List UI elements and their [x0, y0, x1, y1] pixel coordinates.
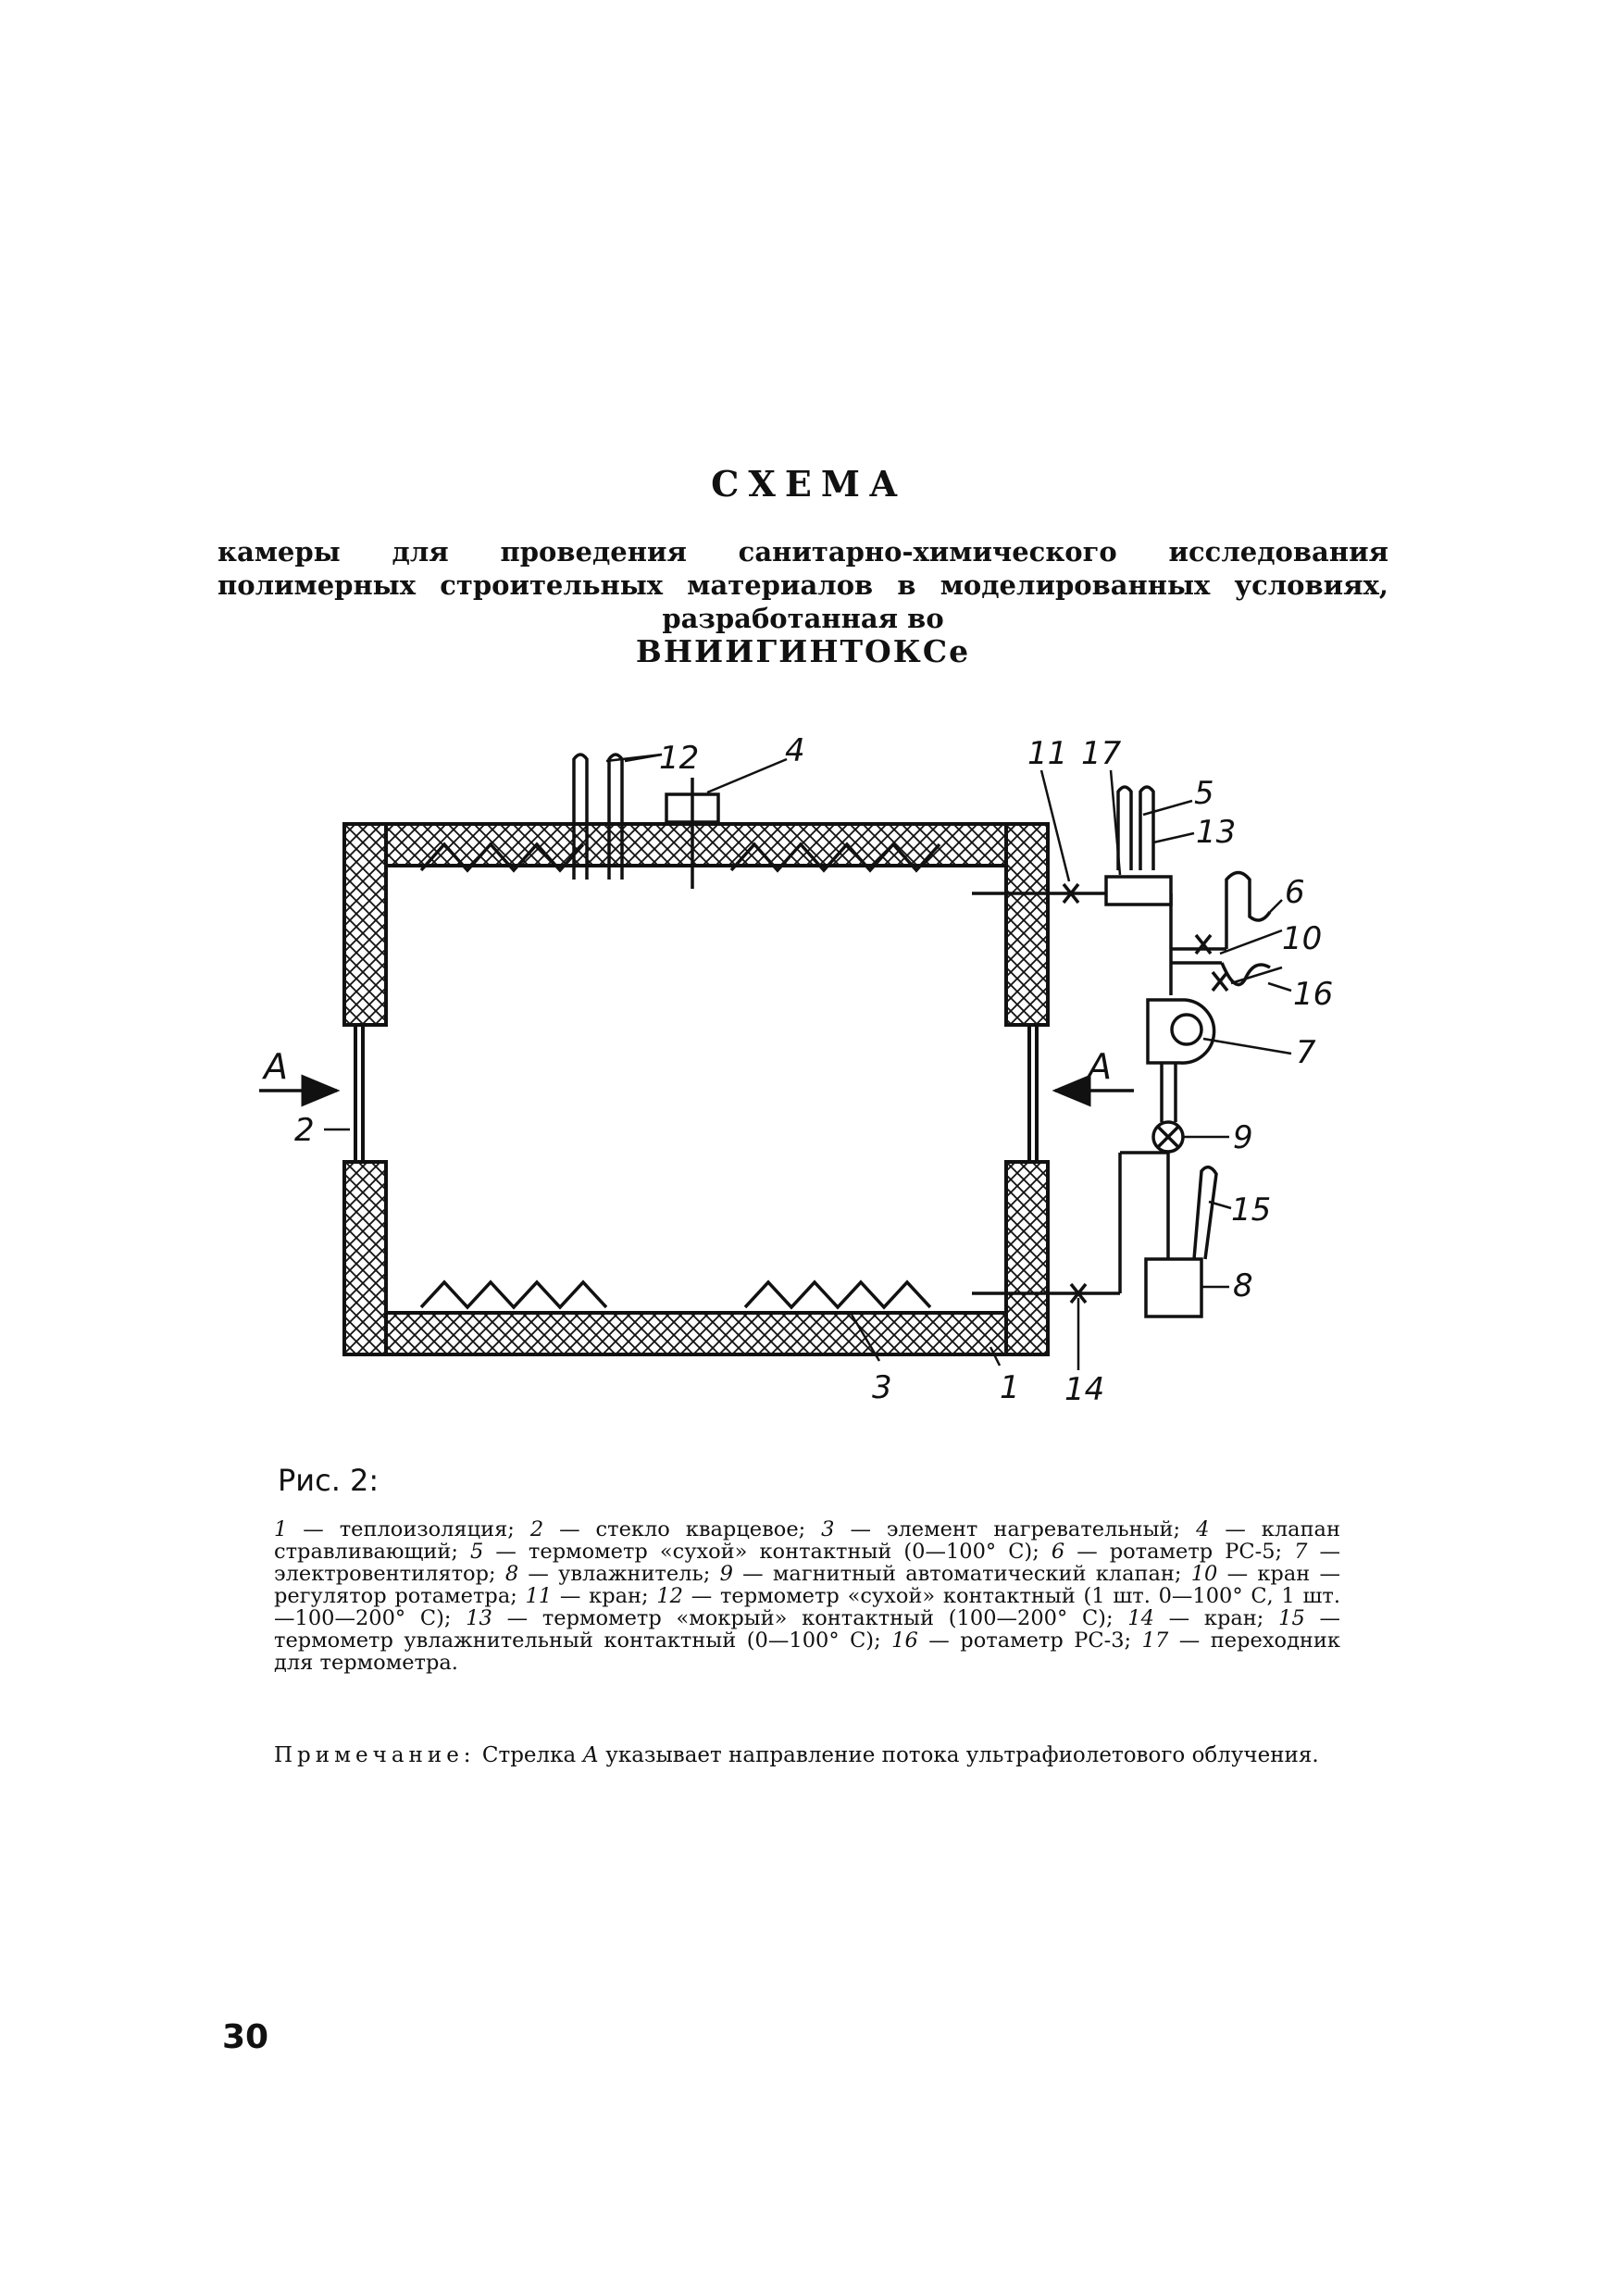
legend-number: 16: [891, 1628, 918, 1653]
insulation-walls: [344, 824, 1048, 1354]
legend-description: — ротаметр РС-5;: [1064, 1540, 1295, 1564]
legend-description: — термометр «сухой» контактный (1 шт. 0—100° С, 1 шт. —100—200° С);: [274, 1584, 1340, 1630]
legend-number: 13: [466, 1606, 492, 1630]
subtitle-organization: ВНИИГИНТОКСе: [635, 633, 971, 669]
adapter-17: [1106, 787, 1171, 905]
note-text-before: Стрелка: [475, 1743, 583, 1767]
schema-title: СХЕМА: [711, 463, 907, 505]
chamber-schematic: [0, 704, 1618, 1444]
callout-7: 7: [1296, 1034, 1316, 1071]
arrow-label-left: А: [264, 1046, 288, 1087]
legend-number: 11: [525, 1584, 553, 1608]
legend-description: — термометр увлажнительный контактный (0—100° С);: [274, 1606, 1341, 1653]
magnetic-valve-9: [1153, 1122, 1183, 1152]
legend-description: — термометр «мокрый» контактный (100—200° С);: [492, 1606, 1128, 1630]
legend-number: 14: [1127, 1606, 1154, 1630]
callout-16: 16: [1293, 976, 1334, 1013]
legend-description: — кран;: [1153, 1606, 1279, 1630]
callout-13: 13: [1196, 814, 1237, 851]
callout-4: 4: [785, 732, 805, 769]
humidifier-8: [1146, 1167, 1216, 1316]
legend-number: 10: [1190, 1562, 1218, 1586]
legend-description: — увлажнитель;: [518, 1562, 720, 1586]
subtitle-text: камеры для проведения санитарно-химического исследования полимерных строительных материалов в моделированных условиях, разработанная во: [218, 536, 1388, 634]
legend-number: 6: [1051, 1540, 1065, 1564]
callout-3: 3: [872, 1369, 892, 1406]
callout-1: 1: [1000, 1369, 1020, 1406]
callout-2: 2: [294, 1112, 315, 1149]
callout-5: 5: [1194, 775, 1214, 812]
legend-description: — термометр «сухой» контактный (0—100° С);: [483, 1540, 1052, 1564]
callout-14: 14: [1064, 1371, 1105, 1408]
page-number: 30: [222, 2018, 269, 2056]
quartz-glass: [355, 1025, 1037, 1162]
legend-description: — кран;: [552, 1584, 657, 1608]
callout-12: 12: [659, 740, 700, 777]
callout-8: 8: [1233, 1267, 1253, 1304]
legend-number: 15: [1278, 1606, 1305, 1630]
fan-7: [1148, 1000, 1214, 1063]
callout-17: 17: [1081, 735, 1122, 772]
callout-6: 6: [1285, 874, 1305, 911]
heating-elements: [421, 844, 940, 1307]
legend-number: 9: [719, 1562, 733, 1586]
legend-description: — переходник для термометра.: [274, 1628, 1340, 1675]
legend-number: 8: [504, 1562, 519, 1586]
crane-marks: [1064, 884, 1227, 1303]
arrow-label-right: А: [1088, 1046, 1112, 1087]
schema-subtitle: [218, 535, 1388, 668]
legend-number: 12: [656, 1584, 683, 1608]
legend-description: — элемент нагревательный;: [834, 1517, 1197, 1541]
legend-description: — ротаметр РС-3;: [917, 1628, 1142, 1653]
legend-description: — стекло кварцевое;: [543, 1517, 822, 1541]
callout-11: 11: [1027, 735, 1068, 772]
rotameters: [1222, 873, 1270, 985]
legend-description: — магнитный автоматический клапан;: [732, 1562, 1191, 1586]
note-label: Примечание:: [274, 1743, 476, 1767]
legend-number: 5: [470, 1540, 484, 1564]
legend-number: 17: [1141, 1628, 1169, 1653]
legend-number: 2: [529, 1517, 544, 1541]
legend-description: — кран — регулятор ротаметра;: [274, 1562, 1340, 1608]
note-text-after: указывает направление потока ультрафиолетового облучения.: [598, 1743, 1319, 1767]
figure-caption: Рис. 2:: [278, 1463, 380, 1498]
figure-legend: [274, 1518, 1340, 1674]
legend-description: — теплоизоляция;: [287, 1517, 530, 1541]
callout-9: 9: [1233, 1119, 1253, 1156]
callout-10: 10: [1282, 920, 1323, 957]
legend-number: 7: [1294, 1540, 1308, 1564]
legend-description: — клапан стравливающий;: [274, 1517, 1340, 1564]
legend-number: 1: [274, 1517, 288, 1541]
legend-description: — электровентилятор;: [274, 1540, 1340, 1586]
callout-15: 15: [1231, 1192, 1272, 1229]
legend-number: 4: [1196, 1517, 1210, 1541]
legend-number: 3: [821, 1517, 835, 1541]
note-arrow-letter: А: [582, 1743, 599, 1767]
figure-note: [274, 1742, 1340, 1768]
